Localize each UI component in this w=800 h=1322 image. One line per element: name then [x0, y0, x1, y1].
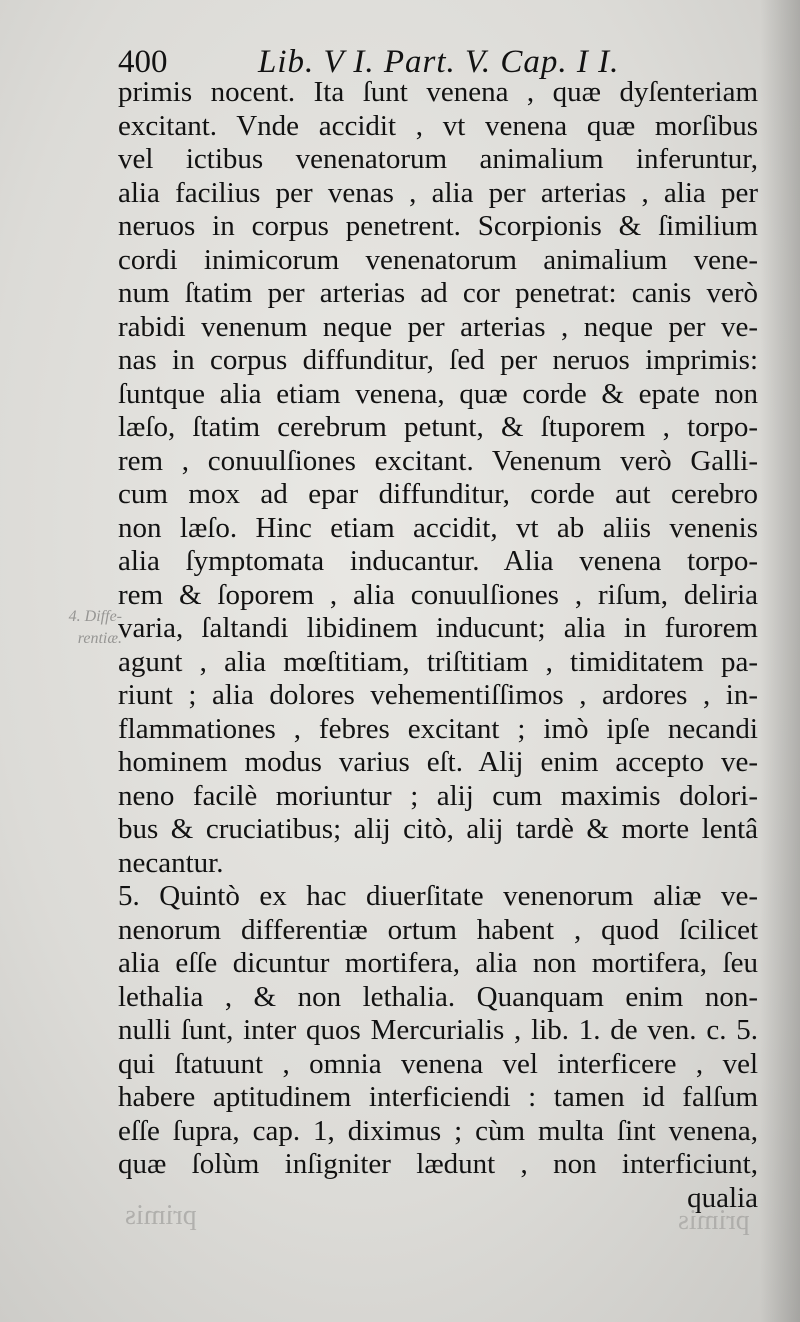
text-line: nenorum differentiæ ortum habent , quod ſcilicet	[118, 913, 758, 946]
text-line: varia, ſaltandi libidinem inducunt; alia in furorem	[118, 612, 758, 644]
text-line: alia eſſe dicuntur mortifera, alia non mortifera, ſeu	[118, 947, 758, 979]
text-line: nas in corpus diffunditur, ſed per neruos imprimis:	[118, 344, 758, 376]
text-line: hominem modus varius eſt. Alij enim accepto ve-	[118, 746, 758, 778]
text-line: riunt ; alia dolores vehementiſſimos , ardores , in-	[118, 679, 758, 711]
text-line: nulli ſunt, inter quos Mercurialis , lib. 1. de ven. c. 5.	[118, 1014, 758, 1046]
text-line: neruos in corpus penetrent. Scorpionis & ſimilium	[118, 210, 758, 242]
text-line: primis nocent. Ita ſunt venena , quæ dyſenteriam	[118, 76, 758, 108]
text-line: rem , conuulſiones excitant. Venenum verò Galli-	[118, 444, 758, 477]
text-line: agunt , alia mœſtitiam, triſtitiam , timiditatem pa-	[118, 645, 758, 678]
text-line: ſuntque alia etiam venena, quæ corde & epate non	[118, 377, 758, 410]
text-line: vel ictibus venenatorum animalium inferuntur,	[118, 143, 758, 175]
page-body	[118, 76, 758, 1215]
text-line: alia facilius per venas , alia per arterias , alia per	[118, 176, 758, 209]
text-line: rem & ſoporem , alia conuulſiones , riſum, deliria	[118, 578, 758, 611]
text-line: neno facilè moriuntur ; alij cum maximis dolori-	[118, 779, 758, 812]
text-line: lethalia , & non lethalia. Quanquam enim non-	[118, 980, 758, 1013]
text-line: excitant. Vnde accidit , vt venena quæ morſibus	[118, 109, 758, 142]
text-line: qui ſtatuunt , omnia venena vel interficere , vel	[118, 1047, 758, 1080]
text-line: habere aptitudinem interficiendi : tamen id falſum	[118, 1081, 758, 1113]
page-edge-shadow	[760, 0, 800, 1322]
text-line: 5. Quintò ex hac diuerſitate venenorum aliæ ve-	[118, 880, 758, 912]
text-line: læſo, ſtatim cerebrum petunt, & ſtuporem , torpo-	[118, 411, 758, 443]
text-line: quæ ſolùm inſigniter lædunt , non interficiunt,	[118, 1148, 758, 1180]
text-line: flammationes , febres excitant ; imò ipſe necandi	[118, 712, 758, 745]
running-title: Lib. V I. Part. V. Cap. I I.	[258, 44, 620, 80]
text-line: cordi inimicorum venenatorum animalium vene-	[118, 243, 758, 276]
bleed-through-text-right: primis	[678, 1205, 750, 1236]
page-number: 400	[118, 44, 168, 80]
text-line: necantur.	[118, 846, 224, 879]
text-line: cum mox ad epar diffunditur, corde aut cerebro	[118, 478, 758, 510]
text-line: alia ſymptomata inducantur. Alia venena torpo-	[118, 545, 758, 577]
text-line: rabidi venenum neque per arterias , neque per ve-	[118, 310, 758, 343]
text-line: bus & cruciatibus; alij citò, alij tardè & morte lentâ	[118, 813, 758, 845]
bleed-through-text-left: primis	[125, 1200, 197, 1231]
text-line: eſſe ſupra, cap. 1, diximus ; cùm multa ſint venena,	[118, 1114, 758, 1147]
text-line: num ſtatim per arterias ad cor penetrat: canis verò	[118, 277, 758, 309]
text-line: non læſo. Hinc etiam accidit, vt ab aliis venenis	[118, 511, 758, 544]
catchword: qualia	[687, 1181, 758, 1214]
margin-note: 4. Diffe- rentiæ.	[68, 608, 122, 647]
